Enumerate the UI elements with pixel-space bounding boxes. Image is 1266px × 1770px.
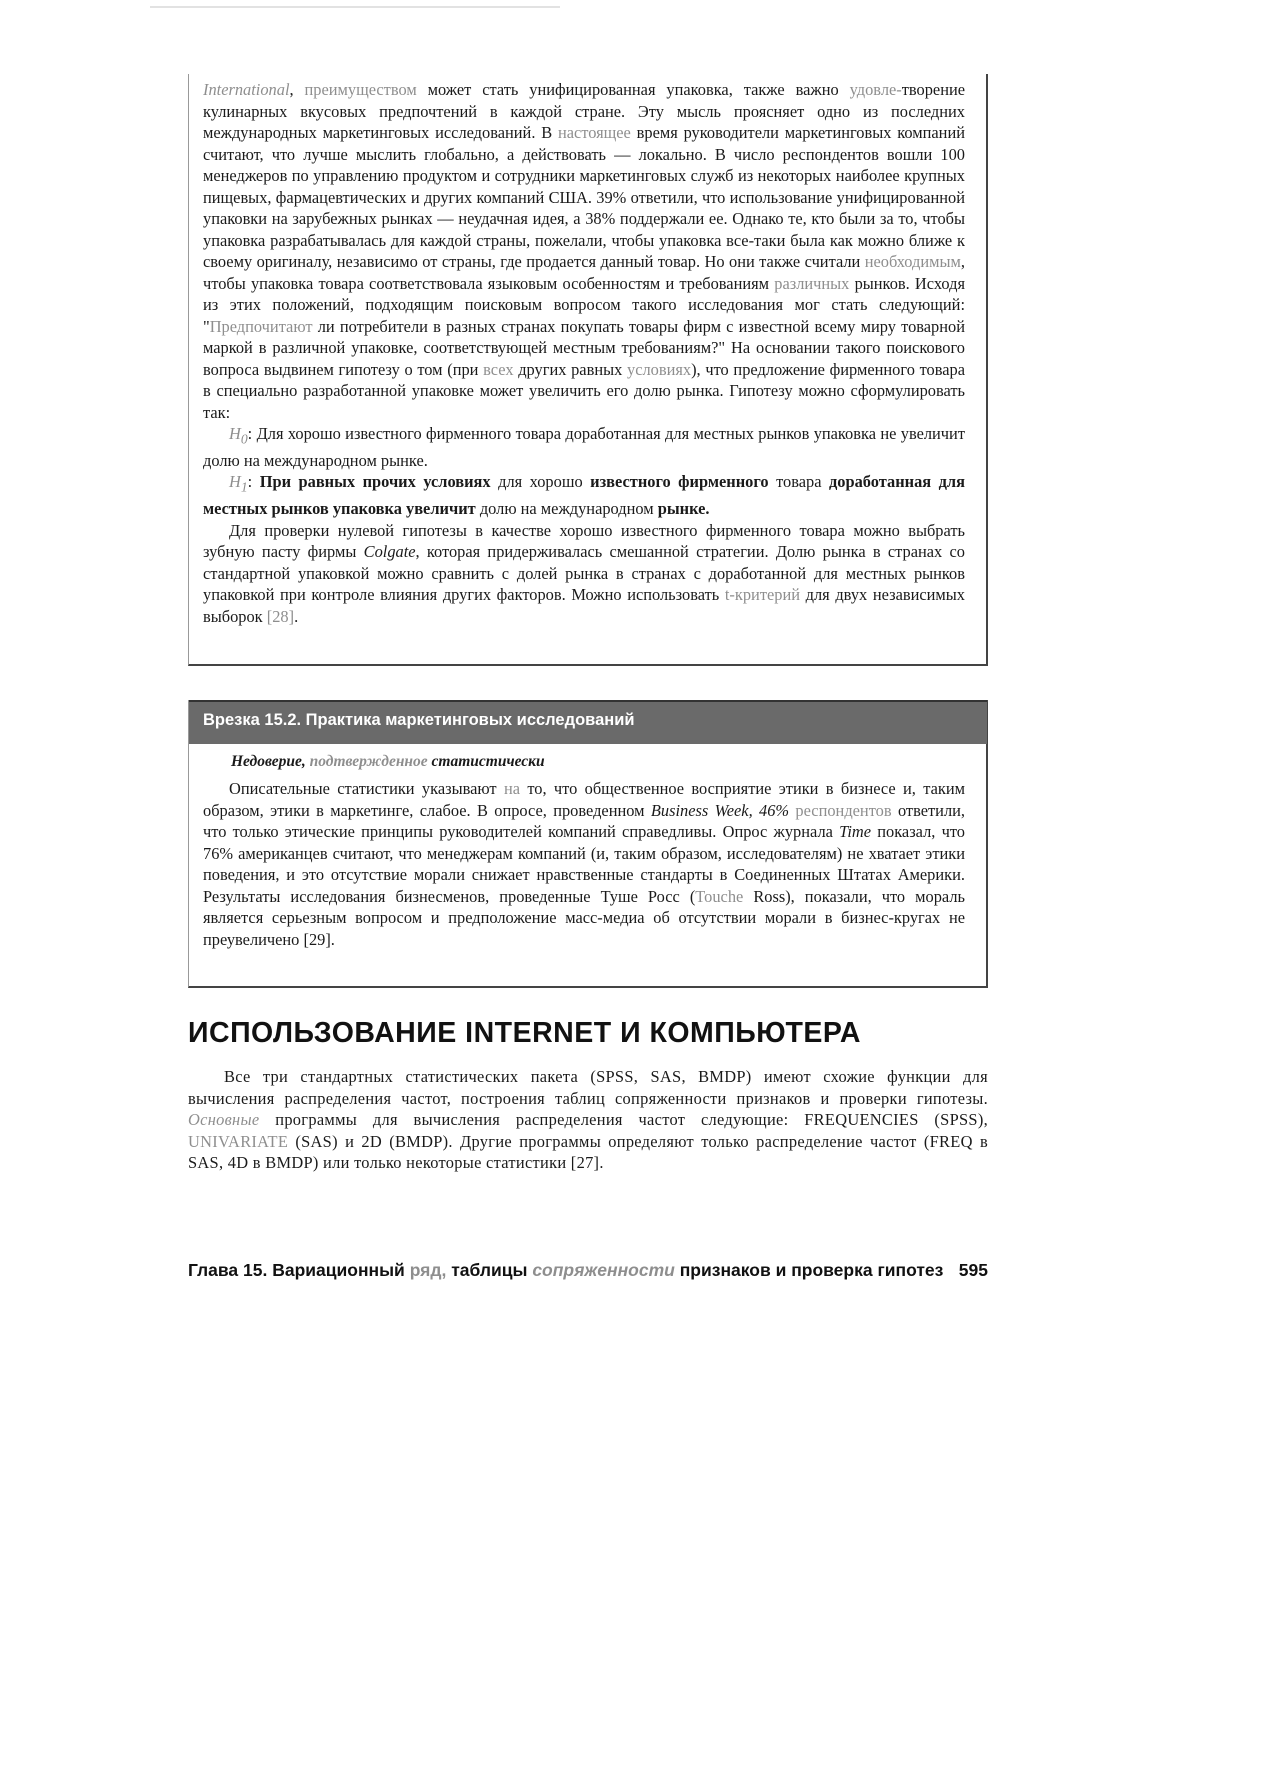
text-run: преимуществом (304, 80, 417, 99)
text-run: признаков и проверка гипотез (674, 1260, 944, 1280)
section-heading: ИСПОЛЬЗОВАНИЕ INTERNET И КОМПЬЮТЕРА (188, 1017, 861, 1049)
hypothesis-h1 (203, 471, 965, 519)
text-run: Недоверие, (231, 753, 310, 770)
text-run: таблицы (446, 1260, 533, 1280)
text-run: [28] (266, 606, 295, 626)
hypothesis-h0 (203, 423, 965, 471)
text-run: Time (839, 822, 872, 841)
text-run: ряд, (409, 1260, 447, 1280)
section-body (188, 1066, 988, 1174)
running-footer (188, 1260, 988, 1286)
text-run: рынков. Исходя из этих положений, подходящим поисковым вопросом такого исследования мог стать следующий: " (203, 273, 965, 336)
text-run: рынке. (657, 499, 710, 519)
text-run: , которая придерживалась смешанной стратегии. Долю рынка в странах со стандартной упаковкой можно сравнить с долей рынка в странах с доработанной для местных рынков упаковкой при контроле влияния других факторов. Можно использовать (203, 542, 965, 605)
text-run: программы для вычисления распределения частот следующие: FREQUENCIES (SPSS), (259, 1110, 988, 1129)
paragraph (203, 79, 965, 423)
text-run: для двух независимых выборок (203, 585, 965, 626)
h1-subscript: 1 (240, 479, 248, 495)
text-run: ), что предложение фирменного товара в специально разработанной упаковке может увеличить его долю рынка. Гипотезу можно сформулировать так: (203, 359, 965, 422)
box-body (203, 79, 965, 627)
text-run: UNIVARIATE (188, 1131, 289, 1151)
text-run: (SAS) и 2D (BMDP). Другие программы определяют только распределение частот (FREQ в SAS, 4D в BMDP) или только некоторые статистики [27]. (188, 1131, 988, 1172)
top-rule (150, 6, 560, 8)
text-run: всех (483, 359, 514, 379)
text-run: творение кулинарных вкусовых предпочтений в каждой стране. Эту мысль проясняет одно из последних международных маркетинговых исследований. В (203, 80, 966, 142)
text-run: : (247, 472, 260, 492)
text-run: долю на международном (475, 499, 658, 519)
box-header-title: Врезка 15.2. Практика маркетинговых исследований (203, 711, 635, 729)
h1-label: H (229, 472, 241, 492)
text-run: ли потребители в разных странах покупать товары фирм с известной всему миру товарной маркой в различной упаковке, соответствующей местным требованиям?" На основании такого поискового вопроса выдвинем гипотезу о том (при (203, 316, 965, 379)
text-run: Глава 15. Вариационный (188, 1260, 410, 1280)
paragraph (188, 1066, 988, 1174)
text-run: , 46% (748, 800, 796, 820)
text-run: подтвержденное (309, 753, 428, 770)
text-run: Business Week (650, 800, 749, 820)
text-run: различных (774, 273, 850, 293)
text-run: товара (768, 472, 829, 492)
text-run: условиях (627, 359, 692, 379)
text-run: При равных прочих условиях (259, 472, 491, 492)
text-run: необходимым (864, 252, 961, 271)
text-run: . (294, 606, 299, 626)
text-run: известного фирменного (590, 472, 769, 492)
text-run: респондентов (795, 800, 892, 820)
text-run: Описательные статистики указывают (229, 779, 504, 798)
chapter-caption (188, 1260, 943, 1281)
paragraph (203, 778, 965, 950)
text-run: доработанная для местных рынков упаковка увеличит (203, 472, 965, 519)
text-run: сопряженности (532, 1260, 675, 1280)
text-run: Предпочитают (209, 316, 313, 336)
box-body (203, 778, 965, 950)
text-run: Colgate (363, 542, 416, 562)
text-run: то, что общественное восприятие этики в бизнесе и, таким образом, этики в маркетинге, слабое. В опросе, проведенном (203, 779, 965, 820)
h0-subscript: 0 (240, 431, 248, 447)
paragraph (203, 520, 965, 628)
text-run: показал, что 76% американцев считают, что менеджерам компаний (и, таким образом, исследователям) не хватает этики поведения, и это отсутствие морали снижает нравственные стандарты в Соединенных Штатах Америки. Результаты исследования бизнесменов, проведенные Туше Росс ( (203, 822, 965, 906)
text-run: время руководители маркетинговых компаний считают, что лучше мыслить глобально, а действовать — локально. В число респондентов вошли 100 менеджеров по управлению продуктом и сотрудники маркетинговых служб из некоторых наиболее крупных пищевых, фармацевтических и других компаний США. 39% ответили, что использование унифицированной упаковки на зарубежных рынках — неудачная идея, а 38% поддержали ее. Однако те, кто были за то, чтобы упаковка разрабатывалась для каждой страны, пожелали, чтобы упаковка все-таки была как можно ближе к своему оригиналу, независимо от страны, где продается данный товар. Но они также считали (203, 123, 965, 271)
h0-text: : Для хорошо известного фирменного товара доработанная для местных рынков упаковка не увеличит долю на международном рынке. (203, 424, 965, 470)
text-run: для хорошо (490, 472, 591, 492)
text-run: , (289, 80, 305, 99)
text-run: International (203, 80, 290, 99)
text-run: , чтобы упаковка товара соответствовала языковым особенностям и требованиям (203, 252, 965, 293)
text-run: других равных (513, 359, 627, 379)
text-run: на (503, 779, 520, 798)
continued-text-box (188, 74, 988, 666)
h0-label: H (229, 424, 241, 443)
text-run: Основные (188, 1110, 260, 1129)
text-run: удовле- (849, 80, 902, 99)
text-run: t-критерий (724, 585, 800, 605)
text-run: Touche (695, 886, 744, 906)
text-run: статистически (427, 753, 545, 770)
text-run: может стать унифицированная упаковка, также важно (416, 80, 850, 99)
text-run: Ross), показали, что мораль является серьезным вопросом и предположение масс-медиа об отсутствии морали в бизнес-кругах не преувеличено [29]. (203, 886, 966, 949)
sidebar-box-15-2 (188, 700, 988, 988)
text-run: ответили, что только этические принципы руководителей компаний справедливы. Опрос журнала (203, 800, 965, 841)
page-number: 595 (958, 1260, 988, 1280)
text-run: настоящее (557, 123, 631, 142)
box-subheading (231, 753, 545, 771)
text-run: Для проверки нулевой гипотезы в качестве хорошо известного фирменного товара можно выбрать зубную пасту фирмы (203, 520, 965, 562)
text-run: Все три стандартных статистических пакета (SPSS, SAS, BMDP) имеют схожие функции для вычисления распределения частот, построения таблиц сопряженности признаков и проверки гипотезы. (188, 1067, 988, 1108)
box-header (189, 700, 987, 744)
